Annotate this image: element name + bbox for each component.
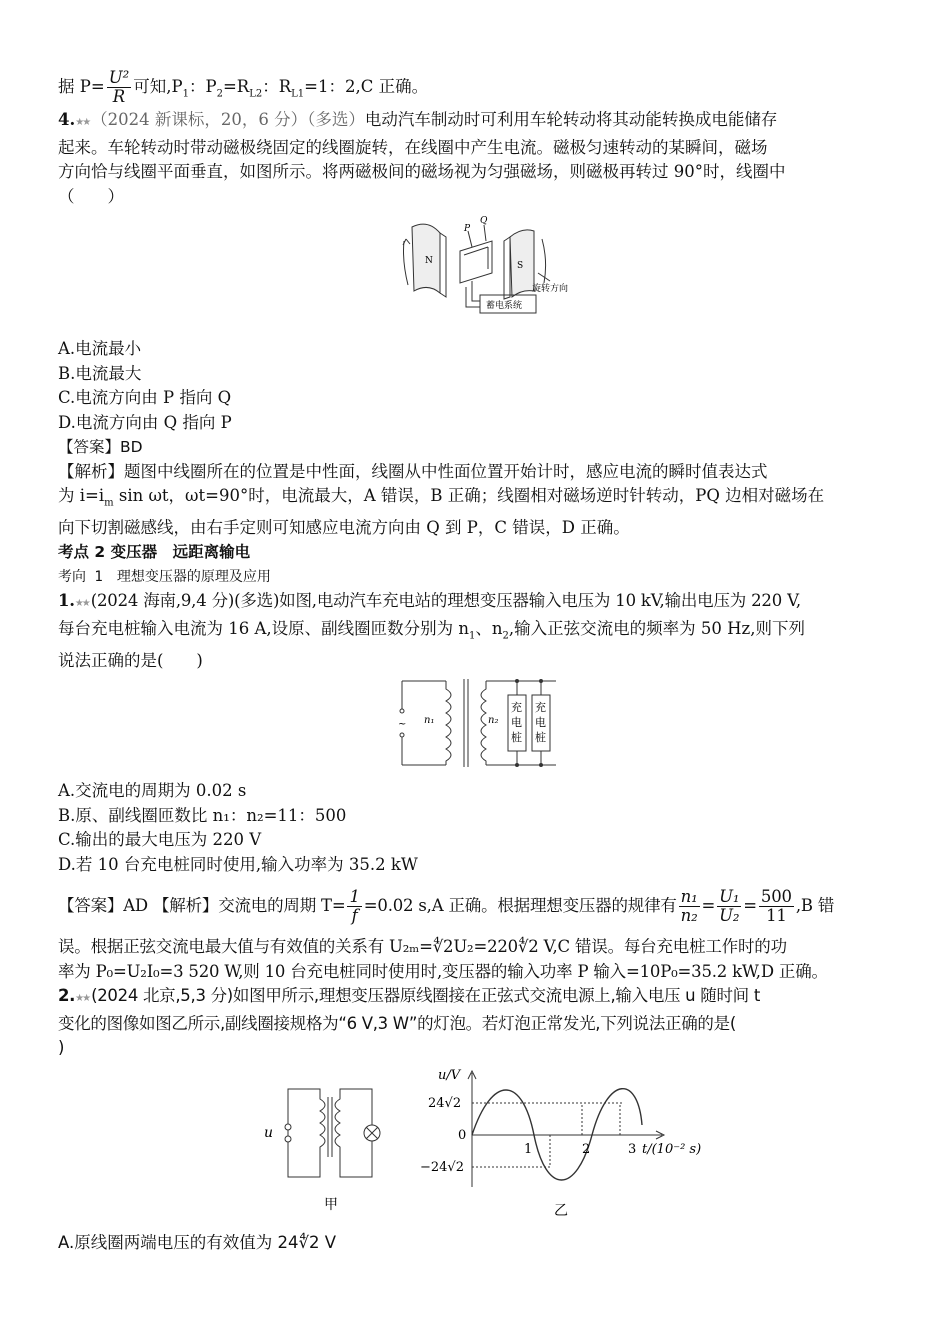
figure-jia-label: 甲 (324, 1196, 338, 1213)
x-tick-2: 2 (582, 1141, 591, 1157)
q1-option-d[interactable]: D.若 10 台充电桩同时使用,输入功率为 35.2 kW (58, 854, 418, 874)
q1-answer-line2: 误。根据正弦交流电最大值与有效值的关系有 U₂ₘ=∜2U₂=220∜2 V,C 错误。每台充电桩工作时的功 (58, 937, 787, 957)
q4-option-a[interactable]: A.电流最小 (58, 339, 142, 358)
y-tick-top: 24√2 (428, 1095, 462, 1111)
document-page (58, 66, 892, 1255)
charging-pile-1-char3: 桩 (511, 731, 522, 745)
figure-yi-label: 乙 (554, 1202, 568, 1219)
q4-answer: 【答案】BD (58, 438, 143, 456)
ac-source-symbol: ~ (398, 719, 407, 731)
q4-options (58, 337, 892, 435)
star-rating-icon: ★★ (75, 117, 90, 128)
y-tick-bottom: −24√2 (420, 1159, 464, 1175)
section-title: 考点 2 变压器 远距离输电 (58, 543, 251, 562)
q2-figure-circuit-and-graph (262, 1065, 712, 1225)
q4-analysis-line1: 【解析】题图中线圈所在的位置是中性面，线圈从中性面位置开始计时，感应电流的瞬时值表达式 (58, 461, 768, 481)
q4-stem-line1: 4.★★ （2024 新课标，20，6 分）（多选）电动汽车制动时可利用车轮转动将其动能转换成电能储存 (58, 110, 778, 129)
q4-option-b[interactable]: B.电流最大 (58, 363, 142, 383)
q4-analysis-line3: 向下切割磁感线，由右手定则可知感应电流方向由 Q 到 P，C 错误，D 正确。 (58, 517, 630, 537)
y-tick-zero: 0 (458, 1127, 467, 1143)
q1-stem-line3: 说法正确的是( ) (58, 650, 203, 670)
power-fraction: $\frac{\text{U²}}{R}$ (108, 68, 130, 106)
q4-analysis-line2: 为 $i=i_m$ sin ωt，ωt=90°时，电流最大，A 错误，B 正确；线圈相对磁场逆时针转动，PQ 边相对磁场在 (58, 486, 825, 509)
charging-pile-1-char2: 电 (511, 716, 522, 730)
x-axis-label: t/(10⁻² s) (642, 1141, 702, 1157)
q2-stem-line3: ) (58, 1038, 65, 1058)
x-tick-1: 1 (524, 1141, 533, 1157)
q4-option-d[interactable]: D.电流方向由 Q 指向 P (58, 412, 232, 432)
q1-stem-line2: 每台充电桩输入电流为 16 A,设原、副线圈匝数分别为 $n_1$、$n_2$,输入正弦交流电的频率为 50 Hz,则下列 (58, 618, 805, 642)
q1-option-c[interactable]: C.输出的最大电压为 220 V (58, 830, 262, 850)
q1-answer-line3: 率为 P₀=U₂I₀=3 520 W,则 10 台充电桩同时使用时,变压器的输入功率 P 输入=10P₀=35.2 kW,D 正确。 (58, 961, 828, 981)
primary-coil-label: n₁ (424, 715, 435, 727)
q4-stem-line3: 方向恰与线圈平面垂直，如图所示。将两磁极间的磁场视为匀强磁场，则磁极再转过 90°时，线圈中 (58, 162, 786, 181)
star-rating-icon: ★★ (74, 598, 89, 610)
x-tick-3: 3 (628, 1141, 637, 1157)
q1-answer-line1: 【答案】AD 【解析】交流电的周期 T= $\frac{1}{f}$ =0.02 s,A 正确。根据理想变压器的规律有 $\frac{\text{n₁}}{\text{n₂}}$ = $\frac{\text{U₁}}{\text{U₂}}$ = $\frac{500}{11}$ ,B 错 (58, 887, 835, 926)
q4-stem-line4: （ ） (58, 186, 124, 206)
q2-stem-line1: 2.★★ (2024 北京,5,3 分)如图甲所示,理想变压器原线圈接在正弦式交流电源上,输入电压 u 随时间 t (58, 986, 760, 1006)
section-subtitle: 考向 1 理想变压器的原理及应用 (58, 568, 271, 585)
q4-figure-magnet-coil (400, 211, 580, 331)
intro-line: 据 P= $\frac{\text{U²}}{R}$ 可知$,P_1$：$P_2=R_{L2}$：$R_{L1}=1$：2,C 正确。 (58, 68, 429, 106)
input-voltage-label: u (264, 1124, 274, 1141)
point-p-label: P (464, 224, 471, 234)
storage-system-label: 蓄电系统 (486, 301, 523, 311)
q4-stem-line2: 起来。车轮转动时带动磁极绕固定的线圈旋转，在线圈中产生电流。磁极匀速转动的某瞬间，磁场 (58, 137, 768, 157)
point-q-label: Q (480, 216, 488, 226)
q4-option-c[interactable]: C.电流方向由 P 指向 Q (58, 388, 232, 407)
q2-stem-line2: 变化的图像如图乙所示,副线圈接规格为“6 V,3 W”的灯泡。若灯泡正常发光,下列说法正确的是( (58, 1013, 736, 1033)
q2-option-a[interactable]: A.原线圈两端电压的有效值为 24∜2 V (58, 1232, 337, 1252)
q1-option-b[interactable]: B.原、副线圈匝数比 n₁：n₂=11：500 (58, 805, 347, 825)
charging-pile-2-char3: 桩 (535, 731, 546, 745)
y-axis-label: u/V (438, 1067, 461, 1083)
q1-options (58, 779, 892, 877)
rotation-direction-label: 旋转方向 (532, 284, 569, 294)
south-pole-label: S (517, 261, 524, 271)
q1-figure-transformer (396, 675, 562, 771)
charging-pile-1-char1: 充 (511, 701, 522, 715)
q1-option-a[interactable]: A.交流电的周期为 0.02 s (58, 781, 247, 801)
secondary-coil-label: n₂ (488, 715, 499, 727)
q1-stem-line1: 1.★★ (2024 海南,9,4 分)(多选)如图,电动汽车充电站的理想变压器输入电压为 10 kV,输出电压为 220 V, (58, 591, 801, 611)
star-rating-icon: ★★ (75, 993, 90, 1005)
charging-pile-2-char1: 充 (535, 701, 546, 715)
charging-pile-2-char2: 电 (535, 716, 546, 730)
north-pole-label: N (425, 256, 433, 266)
